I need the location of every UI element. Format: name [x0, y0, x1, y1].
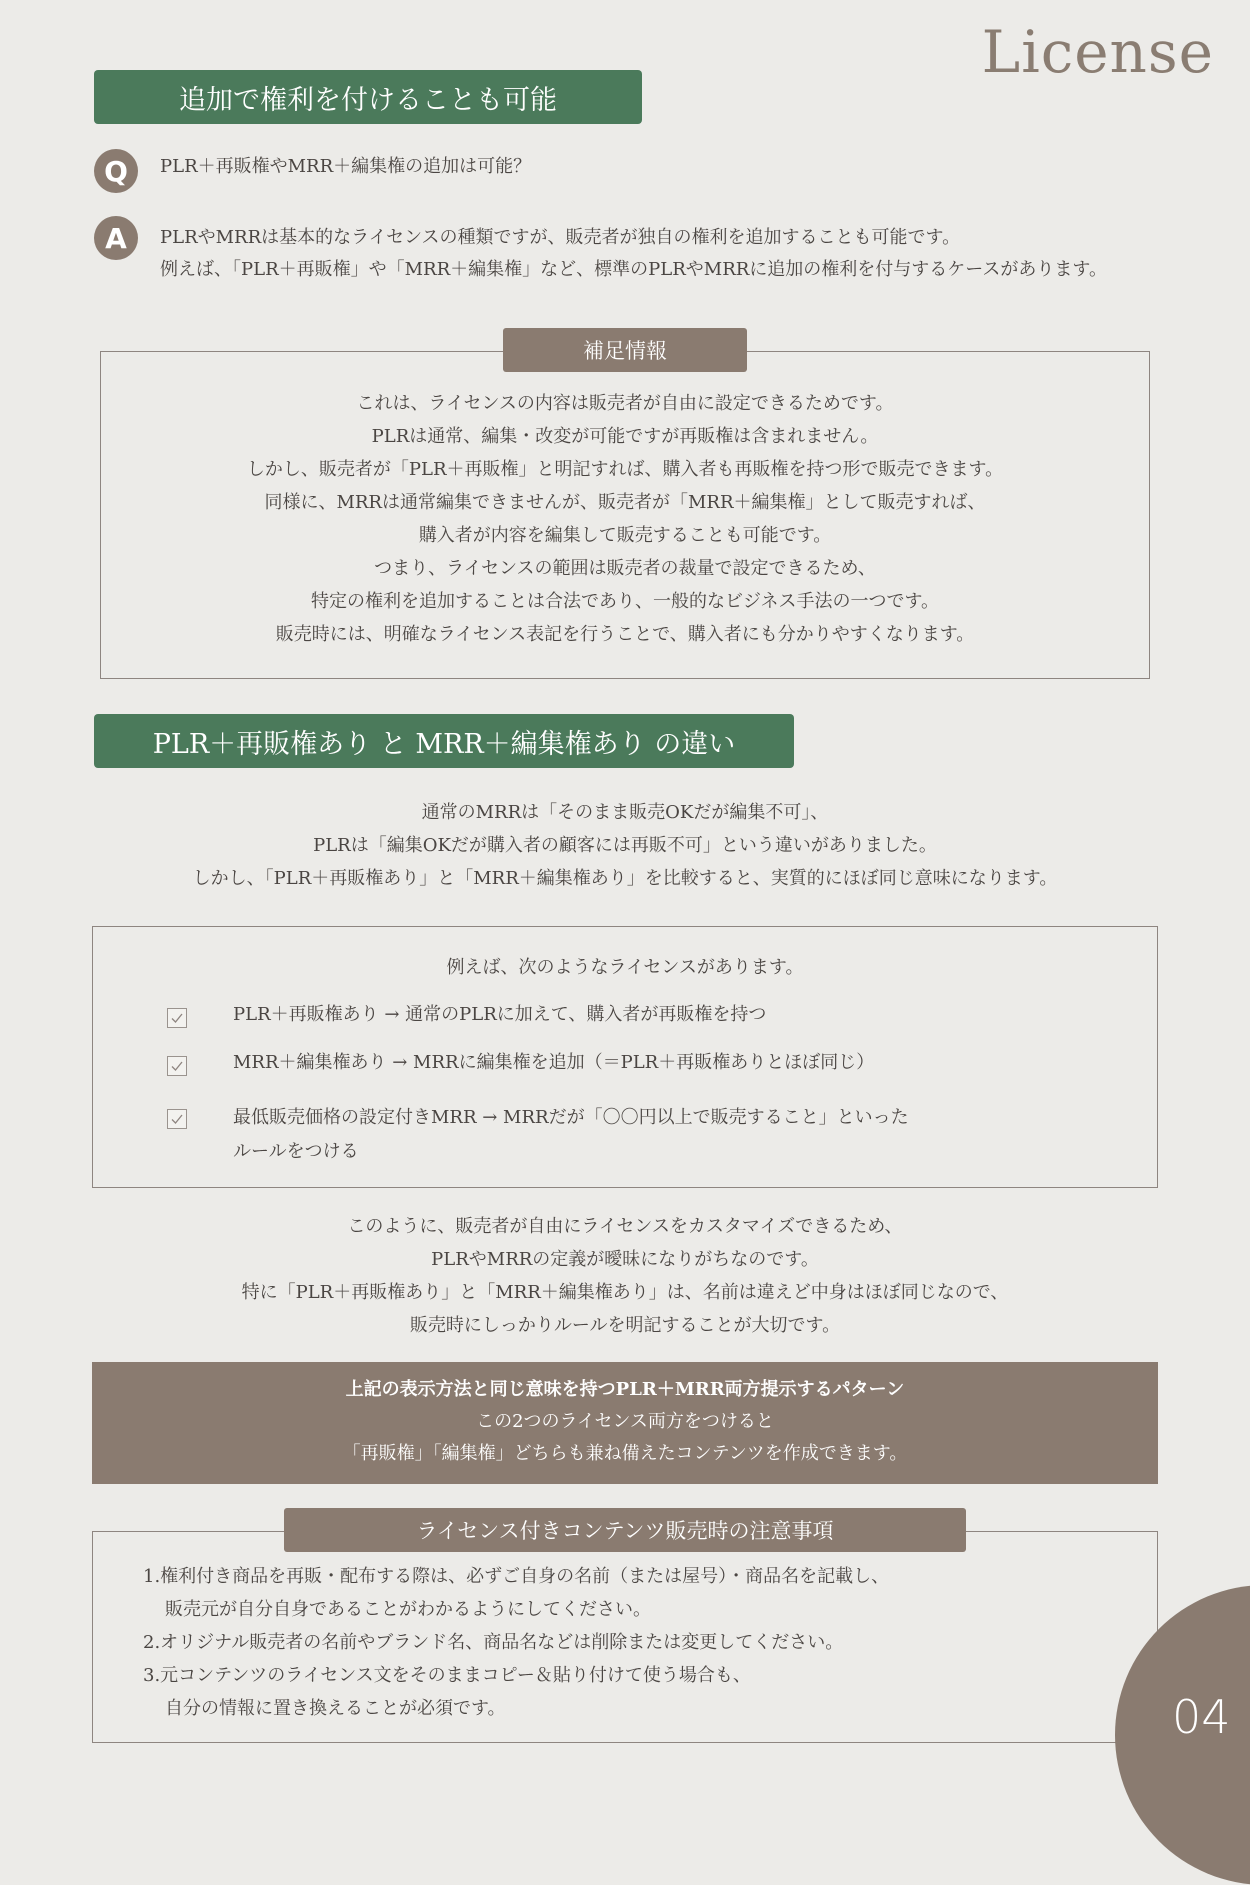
- page-number: 04: [1172, 1690, 1231, 1744]
- section-heading-difference: [94, 714, 794, 768]
- check-icon: [167, 1056, 187, 1076]
- supplement-line: 特定の権利を追加することは合法であり、一般的なビジネス手法の一つです。: [310, 591, 940, 612]
- supplement-label: [503, 328, 747, 372]
- supplement-line: 購入者が内容を編集して販売することも可能です。: [418, 525, 832, 546]
- note-line: 販売元が自分自身であることがわかるようにしてください。: [165, 1599, 651, 1620]
- notes-body: [143, 1560, 889, 1725]
- section-heading-text: 追加で権利を付けることも可能: [179, 84, 557, 116]
- answer-line: 例えば、「PLR＋再販権」や「MRR＋編集権」など、標準のPLRやMRRに追加の権利を付与するケースがあります。: [160, 259, 1107, 280]
- question-badge-label: Q: [104, 154, 128, 188]
- page-title: License: [981, 18, 1214, 86]
- check-icon: [167, 1008, 187, 1028]
- supplement-box: [100, 351, 1150, 679]
- example-item: [233, 1101, 909, 1169]
- pattern-line: 「再販権」「編集権」どちらも兼ね備えたコンテンツを作成できます。: [342, 1443, 908, 1464]
- section-heading-text: PLR＋再販権あり と MRR＋編集権あり の違い: [152, 728, 736, 760]
- section-heading-additional-rights: [94, 70, 642, 124]
- supplement-line: 販売時には、明確なライセンス表記を行うことで、購入者にも分かりやすくなります。: [275, 624, 975, 645]
- supplement-label-text: 補足情報: [583, 339, 667, 363]
- check-icon: [167, 1109, 187, 1129]
- example-item-line: 最低販売価格の設定付きMRR → MRRだが「〇〇円以上で販売すること」といった: [233, 1107, 909, 1128]
- note-line: 2.オリジナル販売者の名前やブランド名、商品名などは削除または変更してください。: [143, 1632, 844, 1653]
- example-item: PLR＋再販権あり → 通常のPLRに加えて、購入者が再販権を持つ: [233, 1004, 767, 1025]
- pattern-body: [92, 1406, 1158, 1470]
- intro-line: 通常のMRRは「そのまま販売OKだが編集不可」、: [421, 802, 829, 823]
- supplement-line: PLRは通常、編集・改変が可能ですが再販権は含まれません。: [371, 426, 879, 447]
- answer-badge: [94, 216, 138, 260]
- notes-label: [284, 1508, 966, 1552]
- outro-line: PLRやMRRの定義が曖昧になりがちなのです。: [431, 1249, 819, 1270]
- answer-line: PLRやMRRは基本的なライセンスの種類ですが、販売者が独自の権利を追加することも可能です。: [160, 227, 961, 248]
- difference-intro: [0, 796, 1250, 895]
- note-line: 1.権利付き商品を再販・配布する際は、必ずご自身の名前（または屋号）・商品名を記載し、: [143, 1566, 890, 1587]
- note-line: 自分の情報に置き換えることが必須です。: [165, 1698, 506, 1719]
- difference-outro: [0, 1210, 1250, 1342]
- pattern-panel: [92, 1362, 1158, 1484]
- pattern-title: 上記の表示方法と同じ意味を持つPLR＋MRR両方提示するパターン: [345, 1379, 905, 1400]
- notes-box: [92, 1531, 1158, 1743]
- outro-line: 特に「PLR＋再販権あり」と「MRR＋編集権あり」は、名前は違えど中身はほぼ同じなので、: [241, 1282, 1009, 1303]
- intro-line: しかし、「PLR＋再販権あり」と「MRR＋編集権あり」を比較すると、実質的にほぼ同じ意味になります。: [192, 868, 1058, 889]
- question-text: PLR＋再販権やMRR＋編集権の追加は可能？: [160, 156, 532, 177]
- question-badge: [94, 149, 138, 193]
- supplement-line: しかし、販売者が「PLR＋再販権」と明記すれば、購入者も再販権を持つ形で販売できます。: [246, 459, 1004, 480]
- answer-badge-label: A: [105, 221, 127, 255]
- answer-text: [160, 222, 1107, 286]
- example-item: MRR＋編集権あり → MRRに編集権を追加（＝PLR＋再販権ありとほぼ同じ）: [233, 1052, 875, 1073]
- example-item-line: ルールをつける: [233, 1141, 359, 1162]
- supplement-line: これは、ライセンスの内容は販売者が自由に設定できるためです。: [356, 393, 894, 414]
- outro-line: このように、販売者が自由にライセンスをカスタマイズできるため、: [347, 1216, 903, 1237]
- intro-line: PLRは「編集OKだが購入者の顧客には再販不可」という違いがありました。: [313, 835, 937, 856]
- supplement-line: つまり、ライセンスの範囲は販売者の裁量で設定できるため、: [374, 558, 876, 579]
- notes-label-text: ライセンス付きコンテンツ販売時の注意事項: [416, 1519, 834, 1543]
- examples-box: [92, 926, 1158, 1188]
- examples-title: 例えば、次のようなライセンスがあります。: [446, 957, 804, 978]
- supplement-line: 同様に、MRRは通常編集できませんが、販売者が「MRR＋編集権」として販売すれば、: [264, 492, 986, 513]
- note-line: 3.元コンテンツのライセンス文をそのままコピー＆貼り付けて使う場合も、: [143, 1665, 751, 1686]
- supplement-body: [101, 387, 1149, 651]
- pattern-line: この2つのライセンス両方をつけると: [476, 1411, 774, 1432]
- outro-line: 販売時にしっかりルールを明記することが大切です。: [409, 1315, 841, 1336]
